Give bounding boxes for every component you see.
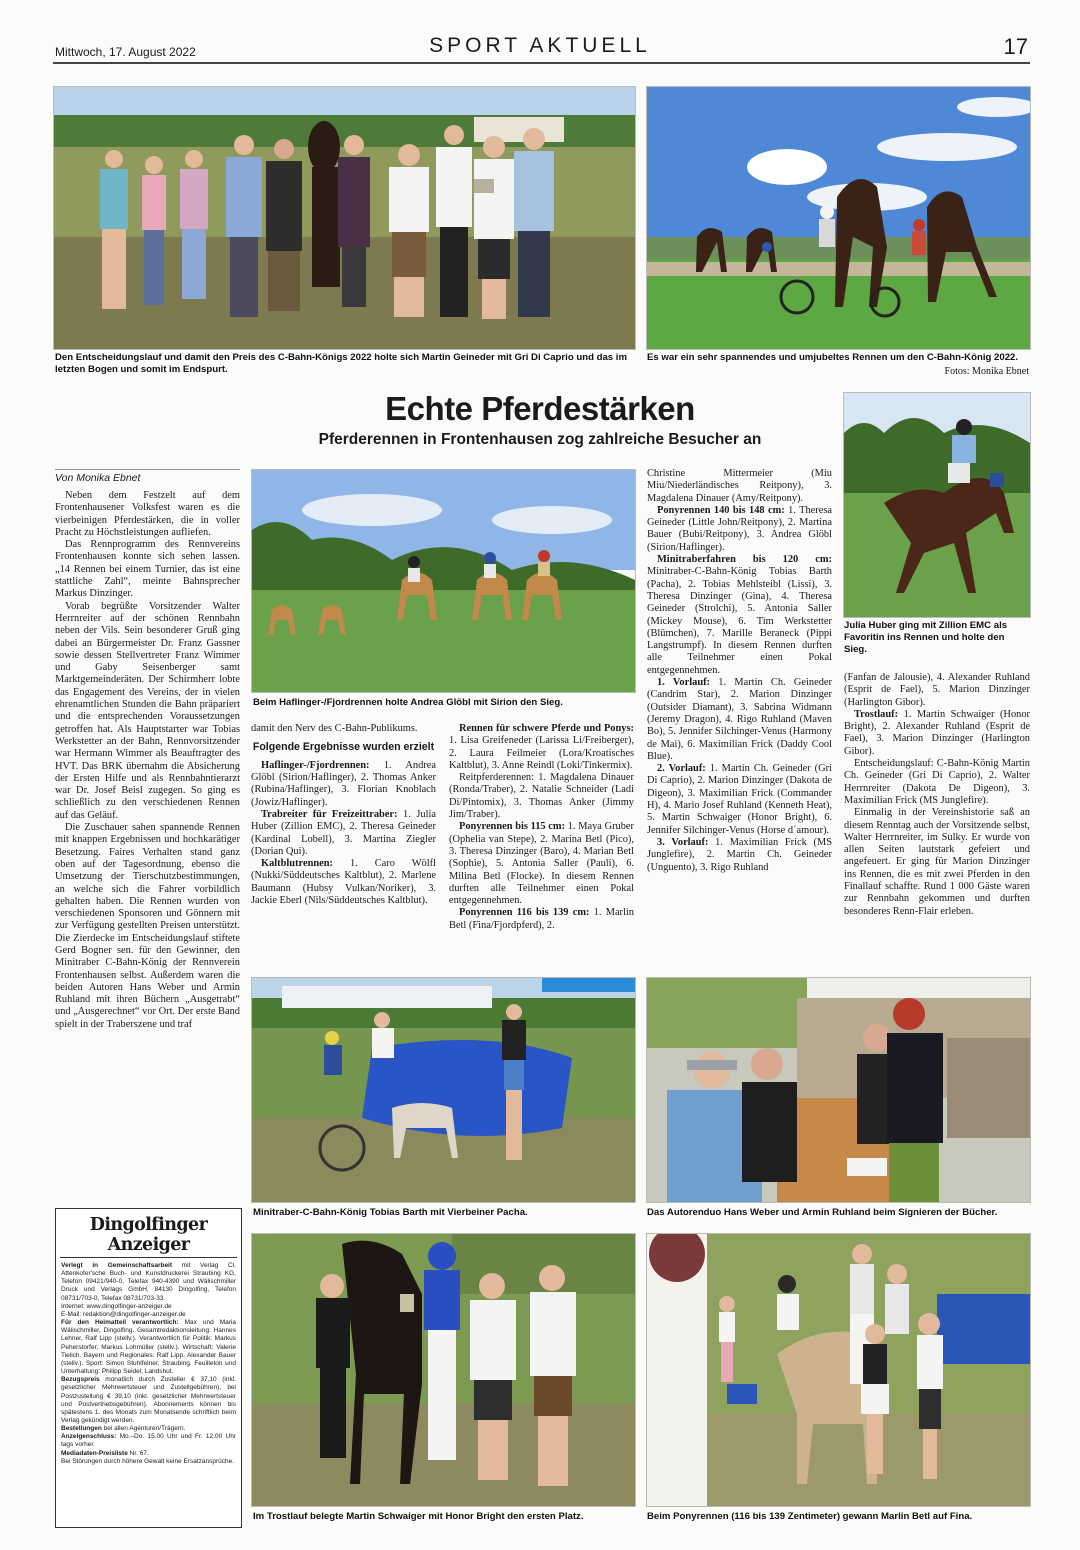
imprint-line: Verlegt in Gemeinschaftsarbeit mit Verlag Cl. Attenkofer'sche Buch- und Kunstdruckerei Straubing KG, Telefon 09421/940-0, Telefax 940-4390 und Wälischmiller Druck und Verlags GmbH, 84130 Dingolfing, Telefon 08731/703-0, Telefax 08731/703-33. bbox=[61, 1262, 236, 1302]
issue-date: Mittwoch, 17. August 2022 bbox=[55, 45, 196, 59]
imprint-line: E-Mail: redaktion@dingolfinger-anzeiger.de bbox=[61, 1310, 186, 1318]
results-heading: Folgende Ergebnisse wurden erzielt bbox=[252, 741, 435, 754]
paragraph: Christine Mittermeier (Miu Miu/Niederländisches Reitpony), 3. Magdalena Dinauer (Amy/Reitpony). bbox=[647, 468, 832, 504]
result-entry: Haflinger-/Fjordrennen: 1. Andrea Glöbl (Sirion/Haflinger), 2. Thomas Anker (Rubina/Haflinger), 3. Florian Knoblach (Jowiz/Haflinger). bbox=[251, 759, 436, 808]
jockey-rider-photo bbox=[843, 392, 1031, 618]
paragraph: (Fanfan de Jalousie), 4. Alexander Ruhland (Esprit de Fael), 5. Marion Dinzinger (Harlington Gibor). bbox=[844, 672, 1030, 708]
imprint-text bbox=[56, 1258, 241, 1470]
caption-top-right bbox=[647, 352, 1029, 377]
result-entry: Kaltblutrennen: 1. Caro Wölfl (Nukki/Süddeutsches Kaltblut), 2. Marlene Baumann (Hubsy Vulkan/Noriker), 3. Jackie Eberl (Nils/Süddeutsches Kaltblut). bbox=[251, 858, 436, 907]
result-entry: Trostlauf: 1. Martin Schwaiger (Honor Bright), 2. Alexander Ruhland (Esprit de Fael), 3. Marion Dinzinger (Harlington Gibor). bbox=[844, 708, 1030, 757]
article-author: Von Monika Ebnet bbox=[55, 469, 240, 484]
result-entry: Ponyrennen 116 bis 139 cm: 1. Marlin Betl (Fina/Fjordpferd), 2. bbox=[449, 907, 634, 931]
imprint-line: Bei Störungen durch höhere Gewalt keine Ersatzansprüche. bbox=[61, 1457, 235, 1465]
award-group-photo bbox=[53, 86, 636, 350]
caption-top-left: Den Entscheidungslauf und damit den Preis des C-Bahn-Königs 2022 holte sich Martin Geineder mit Gri Di Caprio und das im letzten Bogen und somit im Endspurt. bbox=[55, 352, 627, 375]
paragraph: Das Rennprogramm des Rennvereins Frontenhausen konnte sich sehen lassen. „14 Rennen bei einem Turnier, das ist eine stattliche Zahl“, meinte Bahnsprecher Markus Dinzinger. bbox=[55, 539, 240, 600]
paragraph: Vorab begrüßte Vorsitzender Walter Herrnreiter auf der schönen Rennbahn neben der Vils. Sein besonderer Gruß ging dabei an Bürgermeister Dr. Franz Gassner sowie dessen Stellvertreter Franz Wimmer und Gaby Seisenberger samt Marktgemeinderäten. Der Schirmherr lobte das Engagement des Vereins, der in vielen ehrenamtlichen Stunden die Bahn präpariert und die entsprechenden Voraussetzungen getroffen hat. Als Hauptstarter war Tobias Werkstetter an der Bahn, Rennvorsitzender war Hermann Wimmer als Beauftragter des HVT. Das BRK übernahm die Absicherung der Ersten Hilfe und als Rennbahntierarzt war Dr. Josef Beisl zugegen. So ging es schließlich zu den verschiedenen Rennen auf das Geläuf. bbox=[55, 600, 240, 821]
result-entry: Ponyrennen bis 115 cm: 1. Maya Gruber (Ophelia van Stepe), 2. Marina Betl (Pico), 3. Theresa Dinzinger (Baro), 4. Marian Betl (Sophie), 5. Antonia Saller (Pauli), 6. Milina Betl (Flocke). In diesem Rennen durften alle Teilnehmer einen Pokal entgegennehmen. bbox=[449, 821, 635, 907]
caption-julia: Julia Huber ging mit Zillion EMC als Favoritin ins Rennen und holte den Sieg. bbox=[844, 620, 1008, 655]
caption-top-right-text: Es war ein sehr spannendes und umjubeltes Rennen um den C-Bahn-König 2022. bbox=[647, 352, 1019, 363]
article-column-5 bbox=[844, 672, 1030, 918]
article-headline: Echte Pferdestärken bbox=[385, 390, 695, 427]
article-subheadline: Pferderennen in Frontenhausen zog zahlreiche Besucher an bbox=[318, 431, 762, 448]
caption-autoren: Das Autorenduo Hans Weber und Armin Ruhland beim Signieren der Bücher. bbox=[647, 1207, 998, 1218]
result-entry: Reitpferderennen: 1. Magdalena Dinauer (Ronda/Traber), 2. Natalie Schneider (Ladi Di/Pintomix), 3. Thomas Anker (Jimmy Jim/Traber). bbox=[449, 772, 634, 821]
paragraph: damit den Nerv des C-Bahn-Publikums. bbox=[251, 723, 418, 734]
result-entry: Ponyrennen 140 bis 148 cm: 1. Theresa Geineder (Little John/Reitpony), 2. Martina Bauer (Bubi/Reitpony), 3. Andrea Glöbl (Sirion/Haflinger). bbox=[647, 504, 833, 553]
caption-trostlauf: Im Trostlauf belegte Martin Schwaiger mit Honor Bright den ersten Platz. bbox=[253, 1511, 584, 1522]
paragraph: Die Zuschauer sahen spannende Rennen mit knappen Ergebnissen und hochkarätiger Besetzung. Faires Verhalten stand ganz oben auf der Tagesordnung, ebenso die Umsetzung der Tierschutzbestimmungen, an welche sich die Fahrer vorbildlich gehalten haben. Die Rennen wurden von verschiedenen Sponsoren und Gönnern mit zur Verfügung gestellten Preisen unterstützt. Die Zierdecke im Entscheidungslauf stiftete Gerd Bogner sen. für den Gewinner, den Minitraber C-Bahn-König der Rennverein Frontenhausen selbst. Außerdem waren die beiden Autoren Hans Weber und Armin Ruhland mit ihren Büchern „Ausgetrabt“ und „Ausgerechnet“ vor Ort. Der erste Band spielt in der Traberszene und traf bbox=[55, 822, 240, 1030]
trostlauf-winner-photo bbox=[251, 1233, 636, 1507]
imprint-line: Für den Heimatteil verantwortlich: Max und Maria Wälischmiller, Dingolfing. Gesamtredaktionsleitung: Hannes Lehner, Ralf Lipp (stellv.). Verantwortlich für Politik: Markus Peherstorfer, Markus Lohmüller (stellv.). Wirtschaft: Valerie Tielich. Bayern und Regionales: Ralf Lipp, Alexander Bauer (stellv.). Sport: Simon Stuhlfelner, Straubing. Feuilleton und Unterhaltung: Philipp Seidel, Landshut. bbox=[61, 1319, 236, 1376]
caption-pony: Beim Ponyrennen (116 bis 139 Zentimeter) gewann Marlin Betl auf Fina. bbox=[647, 1511, 973, 1522]
header-rule bbox=[53, 62, 1030, 64]
paragraph: Einmalig in der Vereinshistorie saß an diesem Renntag auch der Vorsitzende selbst, Walter Herrnreiter, im Sulky. Er wurde von allen Seiten lautstark gefeiert und angefeuert. Er ging für Marion Dinzinger ins Rennen, die es mit zwei Pferden in den Finallauf schaffte. Rund 1 000 Gäste waren zur Rennbahn gekommen und durften besonderes Renn-Flair erleben. bbox=[844, 807, 1030, 917]
result-entry: Trabreiter für Freizeittraber: 1. Julia Huber (Zillion EMC), 2. Theresa Geineder (Kardinal Lobell), 3. Martina Ziegler (Dorian Qui). bbox=[251, 808, 436, 857]
caption-haflinger: Beim Haflinger-/Fjordrennen holte Andrea Glöbl mit Sirion den Sieg. bbox=[253, 697, 563, 708]
article-column-4 bbox=[647, 468, 832, 874]
article-column-1 bbox=[55, 490, 240, 1031]
article-column-2 bbox=[251, 723, 436, 907]
book-signing-photo bbox=[646, 977, 1031, 1203]
harness-race-photo bbox=[646, 86, 1031, 350]
imprint-line: Anzeigenschluss: Mo.–Do. 15.00 Uhr und Fr. 12.00 Uhr tags vorher. bbox=[61, 1433, 236, 1449]
page-number: 17 bbox=[1003, 34, 1028, 59]
result-entry: 3. Vorlauf: 1. Maximilian Frick (MS Junglefire), 2. Martin Ch. Geineder (Unguento), 3. Rigo Ruhland bbox=[647, 836, 833, 873]
photo-credit: Fotos: Monika Ebnet bbox=[944, 366, 1029, 377]
newspaper-logo: Dingolfinger Anzeiger bbox=[60, 1209, 237, 1258]
imprint-line: Bestellungen bei allen Agenturen/Trägern. bbox=[61, 1425, 186, 1433]
result-entry: 2. Vorlauf: 1. Martin Ch. Geineder (Gri Di Caprio), 2. Marion Dinzinger (Dakota de Digeon), 3. Maximilian Frick (Commander H), 4. Mario Josef Ruhland (Kenneth Heat), 5. Martin Schwaiger (Honor Bright), 6. Jennifer Silchinger-Venus (Horse d´amour). bbox=[647, 763, 832, 836]
imprint-line: Bezugspreis monatlich durch Zusteller € 37,10 (inkl. gesetzlicher Mehrwertsteuer und Zustellgebühren), bei Postzustellung € 39,10 (inkl. gesetzlicher Mehrwertsteuer und Postvertriebsgebühren). Abonnements können bis spätestens 1. des Monats zum Monatsende schriftlich beim Verlag gekündigt werden. bbox=[61, 1376, 236, 1424]
pony-race-photo bbox=[646, 1233, 1031, 1507]
haflinger-race-photo bbox=[251, 469, 636, 693]
imprint-box bbox=[55, 1208, 242, 1528]
result-entry: Rennen für schwere Pferde und Ponys: 1. Lisa Greifeneder (Larissa Li/Freiberger), 2. Laura Feilmeier (Lora/Kroatisches Kaltblut), 3. Anne Reindl (Loki/Tinkermix). bbox=[449, 723, 634, 771]
imprint-line: Internet: www.dingolfinger-anzeiger.de bbox=[61, 1302, 172, 1310]
minitraber-photo bbox=[251, 977, 636, 1203]
article-column-3 bbox=[449, 723, 634, 932]
result-entry: Entscheidungslauf: C-Bahn-König Martin Ch. Geineder (Gri Di Caprio), 2. Walter Herrnreiter (Dakota De Digeon), 3. Maximilian Frick (MS Junglefire). bbox=[844, 758, 1030, 806]
caption-minitraber: Minitraber-C-Bahn-König Tobias Barth mit Vierbeiner Pacha. bbox=[253, 1207, 528, 1218]
paragraph: Neben dem Festzelt auf dem Frontenhausener Volksfest waren es die vierbeinigen Pferdestärken, die in voller Pracht zu Höchstleistungen aufliefen. bbox=[55, 490, 240, 538]
imprint-line: Mediadaten-Preisliste Nr. 67. bbox=[61, 1449, 149, 1457]
section-title: SPORT AKTUELL bbox=[429, 34, 651, 57]
result-entry: 1. Vorlauf: 1. Martin Ch. Geineder (Candrim Star), 2. Marion Dinzinger (Outsider Diamant), 3. Sabrina Widmann (Jeremy Dragon), 4. Rigo Ruhland (Maven Bo), 5. Jennifer Silchinger-Venus (Harmony de Mai), 6. Maximilian Frick (Daddy Cool Blue). bbox=[647, 677, 833, 762]
result-entry: Minitraberfahren bis 120 cm: Minitraber-C-Bahn-König Tobias Barth (Pacha), 2. Tobias Mehlsteibl (Lissi), 3. Theresa Dinzinger (Gina), 4. Theresa Geineder (Strolchi), 5. Antonia Saller (Mickey Mouse), 6. Tim Werkstetter (Blümchen), 7. Marille Beraneck (Pippi Langstrumpf). In diesem Rennen durften alle Teilnehmer einen Pokal entgegennehmen. bbox=[647, 554, 832, 676]
